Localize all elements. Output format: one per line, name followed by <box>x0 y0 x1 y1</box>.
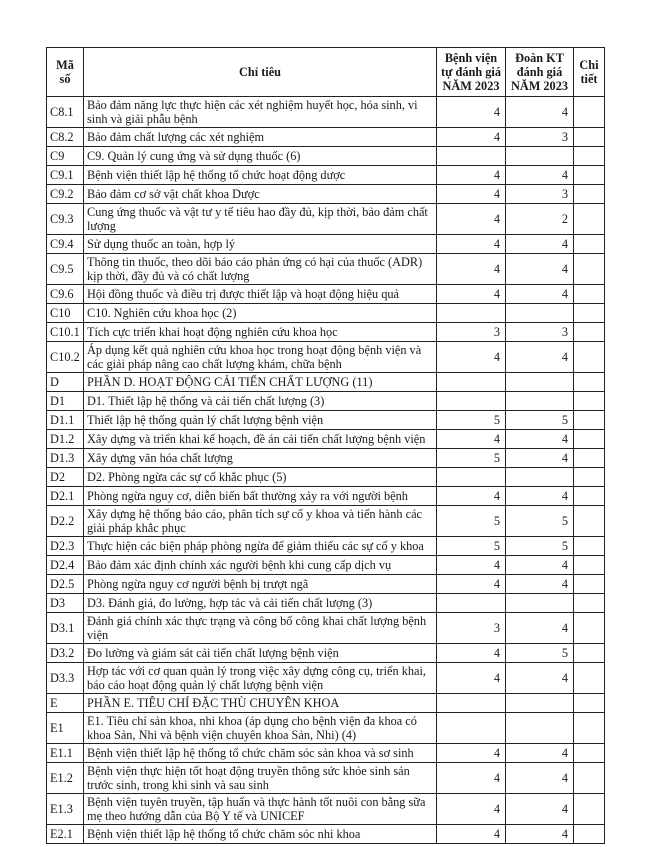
row-criterion: D2. Phòng ngừa các sự cố khắc phục (5) <box>84 468 437 487</box>
table-row <box>47 825 605 844</box>
table-row <box>47 147 605 166</box>
table-row <box>47 235 605 254</box>
row-team-score: 2 <box>506 204 574 235</box>
row-team-score: 4 <box>506 556 574 575</box>
row-detail <box>574 663 605 694</box>
row-hospital-score: 4 <box>437 663 506 694</box>
row-hospital-score: 4 <box>437 430 506 449</box>
row-detail <box>574 794 605 825</box>
row-hospital-score: 5 <box>437 411 506 430</box>
row-code: E1 <box>47 713 84 744</box>
row-code: E1.1 <box>47 744 84 763</box>
row-code: D3 <box>47 594 84 613</box>
row-detail <box>574 713 605 744</box>
table-row <box>47 694 605 713</box>
row-criterion: Áp dụng kết quả nghiên cứu khoa học trong hoạt động bệnh viện và các giải pháp nâng cao chất lượng khám, chữa bệnh <box>84 342 437 373</box>
row-criterion: D1. Thiết lập hệ thống và cải tiến chất lượng (3) <box>84 392 437 411</box>
row-detail <box>574 487 605 506</box>
row-detail <box>574 575 605 594</box>
row-code: C8.2 <box>47 128 84 147</box>
row-team-score <box>506 594 574 613</box>
row-detail <box>574 825 605 844</box>
table-row <box>47 449 605 468</box>
row-criterion: Phòng ngừa nguy cơ người bệnh bị trượt ngã <box>84 575 437 594</box>
table-row <box>47 744 605 763</box>
row-hospital-score: 4 <box>437 763 506 794</box>
row-team-score: 4 <box>506 663 574 694</box>
row-criterion: D3. Đánh giá, đo lường, hợp tác và cải tiến chất lượng (3) <box>84 594 437 613</box>
row-hospital-score: 4 <box>437 204 506 235</box>
row-team-score: 4 <box>506 487 574 506</box>
row-detail <box>574 97 605 128</box>
row-code: E1.3 <box>47 794 84 825</box>
table-row <box>47 644 605 663</box>
table-row <box>47 304 605 323</box>
row-criterion: Thực hiện các biện pháp phòng ngừa để giảm thiểu các sự cố y khoa <box>84 537 437 556</box>
row-code: D2.2 <box>47 506 84 537</box>
row-code: C9.4 <box>47 235 84 254</box>
row-detail <box>574 323 605 342</box>
row-hospital-score: 4 <box>437 644 506 663</box>
row-detail <box>574 537 605 556</box>
row-code: D1.3 <box>47 449 84 468</box>
row-hospital-score: 4 <box>437 575 506 594</box>
row-detail <box>574 763 605 794</box>
row-criterion: Đánh giá chính xác thực trạng và công bố công khai chất lượng bệnh viện <box>84 613 437 644</box>
row-code: C9.1 <box>47 166 84 185</box>
row-code: D1.1 <box>47 411 84 430</box>
row-hospital-score <box>437 594 506 613</box>
row-criterion: PHẦN E. TIÊU CHÍ ĐẶC THÙ CHUYÊN KHOA <box>84 694 437 713</box>
row-code: C10 <box>47 304 84 323</box>
row-code: C9.2 <box>47 185 84 204</box>
row-team-score: 3 <box>506 185 574 204</box>
table-row <box>47 713 605 744</box>
row-criterion: E1. Tiêu chí sản khoa, nhi khoa (áp dụng cho bệnh viện đa khoa có khoa Sản, Nhi và bệnh viện chuyên khoa Sản, Nhi) (4) <box>84 713 437 744</box>
table-row <box>47 594 605 613</box>
row-team-score <box>506 373 574 392</box>
row-hospital-score: 4 <box>437 825 506 844</box>
row-criterion: Thông tin thuốc, theo dõi báo cáo phản ứng có hại của thuốc (ADR) kịp thời, đầy đủ và có chất lượng <box>84 254 437 285</box>
table-row <box>47 506 605 537</box>
row-detail <box>574 235 605 254</box>
table-row <box>47 166 605 185</box>
row-detail <box>574 594 605 613</box>
row-criterion: Bảo đảm xác định chính xác người bệnh khi cung cấp dịch vụ <box>84 556 437 575</box>
row-hospital-score: 4 <box>437 97 506 128</box>
row-code: D3.1 <box>47 613 84 644</box>
row-team-score <box>506 392 574 411</box>
row-team-score: 4 <box>506 342 574 373</box>
row-team-score: 4 <box>506 166 574 185</box>
row-code: C9.6 <box>47 285 84 304</box>
row-hospital-score: 4 <box>437 487 506 506</box>
row-team-score: 4 <box>506 763 574 794</box>
row-team-score: 4 <box>506 254 574 285</box>
row-team-score: 4 <box>506 430 574 449</box>
table-row <box>47 392 605 411</box>
row-code: D2.1 <box>47 487 84 506</box>
row-criterion: Bệnh viện thiết lập hệ thống tổ chức hoạt động dược <box>84 166 437 185</box>
row-team-score: 5 <box>506 537 574 556</box>
header-criterion: Chỉ tiêu <box>84 48 437 97</box>
row-team-score: 4 <box>506 794 574 825</box>
table-row <box>47 794 605 825</box>
row-hospital-score <box>437 392 506 411</box>
row-detail <box>574 254 605 285</box>
table-row <box>47 556 605 575</box>
row-detail <box>574 128 605 147</box>
row-hospital-score: 5 <box>437 537 506 556</box>
row-code: C9 <box>47 147 84 166</box>
row-hospital-score <box>437 468 506 487</box>
row-code: D <box>47 373 84 392</box>
row-code: C10.2 <box>47 342 84 373</box>
row-hospital-score <box>437 373 506 392</box>
row-hospital-score: 4 <box>437 235 506 254</box>
row-criterion: Bệnh viện thiết lập hệ thống tổ chức chăm sóc sản khoa và sơ sinh <box>84 744 437 763</box>
header-hospital: Bệnh viện tự đánh giá NĂM 2023 <box>437 48 506 97</box>
row-team-score <box>506 713 574 744</box>
row-hospital-score <box>437 147 506 166</box>
row-code: E1.2 <box>47 763 84 794</box>
row-team-score: 4 <box>506 285 574 304</box>
row-team-score: 3 <box>506 323 574 342</box>
table-row <box>47 613 605 644</box>
row-hospital-score: 5 <box>437 506 506 537</box>
row-hospital-score: 4 <box>437 285 506 304</box>
row-detail <box>574 147 605 166</box>
row-team-score <box>506 468 574 487</box>
table-row <box>47 204 605 235</box>
header-code: Mã số <box>47 48 84 97</box>
row-code: D1.2 <box>47 430 84 449</box>
row-team-score: 4 <box>506 575 574 594</box>
row-criterion: Thiết lập hệ thống quản lý chất lượng bệnh viện <box>84 411 437 430</box>
row-criterion: Xây dựng hệ thống báo cáo, phân tích sự cố y khoa và tiến hành các giải pháp khắc phục <box>84 506 437 537</box>
row-team-score: 3 <box>506 128 574 147</box>
table-row <box>47 763 605 794</box>
row-detail <box>574 304 605 323</box>
row-detail <box>574 430 605 449</box>
row-hospital-score: 4 <box>437 185 506 204</box>
table-row <box>47 254 605 285</box>
row-hospital-score: 4 <box>437 254 506 285</box>
row-code: C8.1 <box>47 97 84 128</box>
table-row <box>47 342 605 373</box>
row-detail <box>574 411 605 430</box>
table-row <box>47 97 605 128</box>
row-detail <box>574 506 605 537</box>
row-code: E2.1 <box>47 825 84 844</box>
table-row <box>47 323 605 342</box>
table-row <box>47 487 605 506</box>
row-hospital-score <box>437 694 506 713</box>
row-detail <box>574 644 605 663</box>
row-detail <box>574 613 605 644</box>
row-team-score: 4 <box>506 613 574 644</box>
row-detail <box>574 744 605 763</box>
table-row <box>47 575 605 594</box>
row-criterion: Sử dụng thuốc an toàn, hợp lý <box>84 235 437 254</box>
row-detail <box>574 468 605 487</box>
row-team-score <box>506 147 574 166</box>
row-team-score: 4 <box>506 744 574 763</box>
table-row <box>47 128 605 147</box>
row-code: D2.4 <box>47 556 84 575</box>
row-hospital-score: 4 <box>437 342 506 373</box>
row-code: C9.3 <box>47 204 84 235</box>
table-header <box>47 48 605 97</box>
row-criterion: Hội đồng thuốc và điều trị được thiết lập và hoạt động hiệu quả <box>84 285 437 304</box>
header-team: Đoàn KT đánh giá NĂM 2023 <box>506 48 574 97</box>
row-criterion: Bệnh viện thiết lập hệ thống tổ chức chăm sóc nhi khoa <box>84 825 437 844</box>
row-code: C10.1 <box>47 323 84 342</box>
row-hospital-score: 4 <box>437 128 506 147</box>
row-team-score: 4 <box>506 825 574 844</box>
row-hospital-score: 3 <box>437 613 506 644</box>
row-team-score: 4 <box>506 97 574 128</box>
row-detail <box>574 449 605 468</box>
row-code: D2.3 <box>47 537 84 556</box>
row-code: E <box>47 694 84 713</box>
row-code: D3.2 <box>47 644 84 663</box>
row-detail <box>574 556 605 575</box>
row-detail <box>574 204 605 235</box>
row-team-score <box>506 304 574 323</box>
row-detail <box>574 342 605 373</box>
table-row <box>47 468 605 487</box>
row-criterion: C10. Nghiên cứu khoa học (2) <box>84 304 437 323</box>
row-criterion: Xây dựng và triển khai kế hoạch, đề án cải tiến chất lượng bệnh viện <box>84 430 437 449</box>
row-criterion: Cung ứng thuốc và vật tư y tế tiêu hao đầy đủ, kịp thời, bảo đảm chất lượng <box>84 204 437 235</box>
row-team-score: 4 <box>506 235 574 254</box>
row-hospital-score: 4 <box>437 556 506 575</box>
row-hospital-score: 4 <box>437 794 506 825</box>
table-row <box>47 411 605 430</box>
row-detail <box>574 166 605 185</box>
row-criterion: Đo lường và giám sát cải tiến chất lượng bệnh viện <box>84 644 437 663</box>
row-criterion: Bảo đảm cơ sở vật chất khoa Dược <box>84 185 437 204</box>
row-detail <box>574 694 605 713</box>
row-hospital-score <box>437 304 506 323</box>
row-detail <box>574 392 605 411</box>
row-detail <box>574 185 605 204</box>
row-team-score: 4 <box>506 449 574 468</box>
row-criterion: Tích cực triển khai hoạt động nghiên cứu khoa học <box>84 323 437 342</box>
row-hospital-score <box>437 713 506 744</box>
row-team-score: 5 <box>506 411 574 430</box>
row-code: D2.5 <box>47 575 84 594</box>
row-team-score: 5 <box>506 506 574 537</box>
row-criterion: Bảo đảm năng lực thực hiện các xét nghiệm huyết học, hóa sinh, vi sinh và giải phẫu bệnh <box>84 97 437 128</box>
table-row <box>47 663 605 694</box>
table-row <box>47 285 605 304</box>
row-code: D2 <box>47 468 84 487</box>
row-criterion: Bệnh viện tuyên truyền, tập huấn và thực hành tốt nuôi con bằng sữa mẹ theo hướng dẫn của Bộ Y tế và UNICEF <box>84 794 437 825</box>
row-criterion: Phòng ngừa nguy cơ, diễn biến bất thường xảy ra với người bệnh <box>84 487 437 506</box>
row-code: D3.3 <box>47 663 84 694</box>
table-row <box>47 373 605 392</box>
row-criterion: C9. Quản lý cung ứng và sử dụng thuốc (6) <box>84 147 437 166</box>
row-criterion: Xây dựng văn hóa chất lượng <box>84 449 437 468</box>
criteria-table <box>46 47 605 844</box>
row-team-score: 5 <box>506 644 574 663</box>
row-criterion: Bảo đảm chất lượng các xét nghiệm <box>84 128 437 147</box>
row-hospital-score: 4 <box>437 744 506 763</box>
header-detail: Chi tiết <box>574 48 605 97</box>
row-hospital-score: 3 <box>437 323 506 342</box>
row-team-score <box>506 694 574 713</box>
row-detail <box>574 373 605 392</box>
row-criterion: Hợp tác với cơ quan quản lý trong việc xây dựng công cụ, triển khai, báo cáo hoạt động quản lý chất lượng bệnh viện <box>84 663 437 694</box>
row-code: D1 <box>47 392 84 411</box>
table-row <box>47 430 605 449</box>
row-code: C9.5 <box>47 254 84 285</box>
row-criterion: Bệnh viện thực hiện tốt hoạt động truyền thông sức khỏe sinh sản trước sinh, trong khi sinh và sau sinh <box>84 763 437 794</box>
row-detail <box>574 285 605 304</box>
row-criterion: PHẦN D. HOẠT ĐỘNG CẢI TIẾN CHẤT LƯỢNG (11) <box>84 373 437 392</box>
row-hospital-score: 4 <box>437 166 506 185</box>
table-row <box>47 185 605 204</box>
table-row <box>47 537 605 556</box>
row-hospital-score: 5 <box>437 449 506 468</box>
